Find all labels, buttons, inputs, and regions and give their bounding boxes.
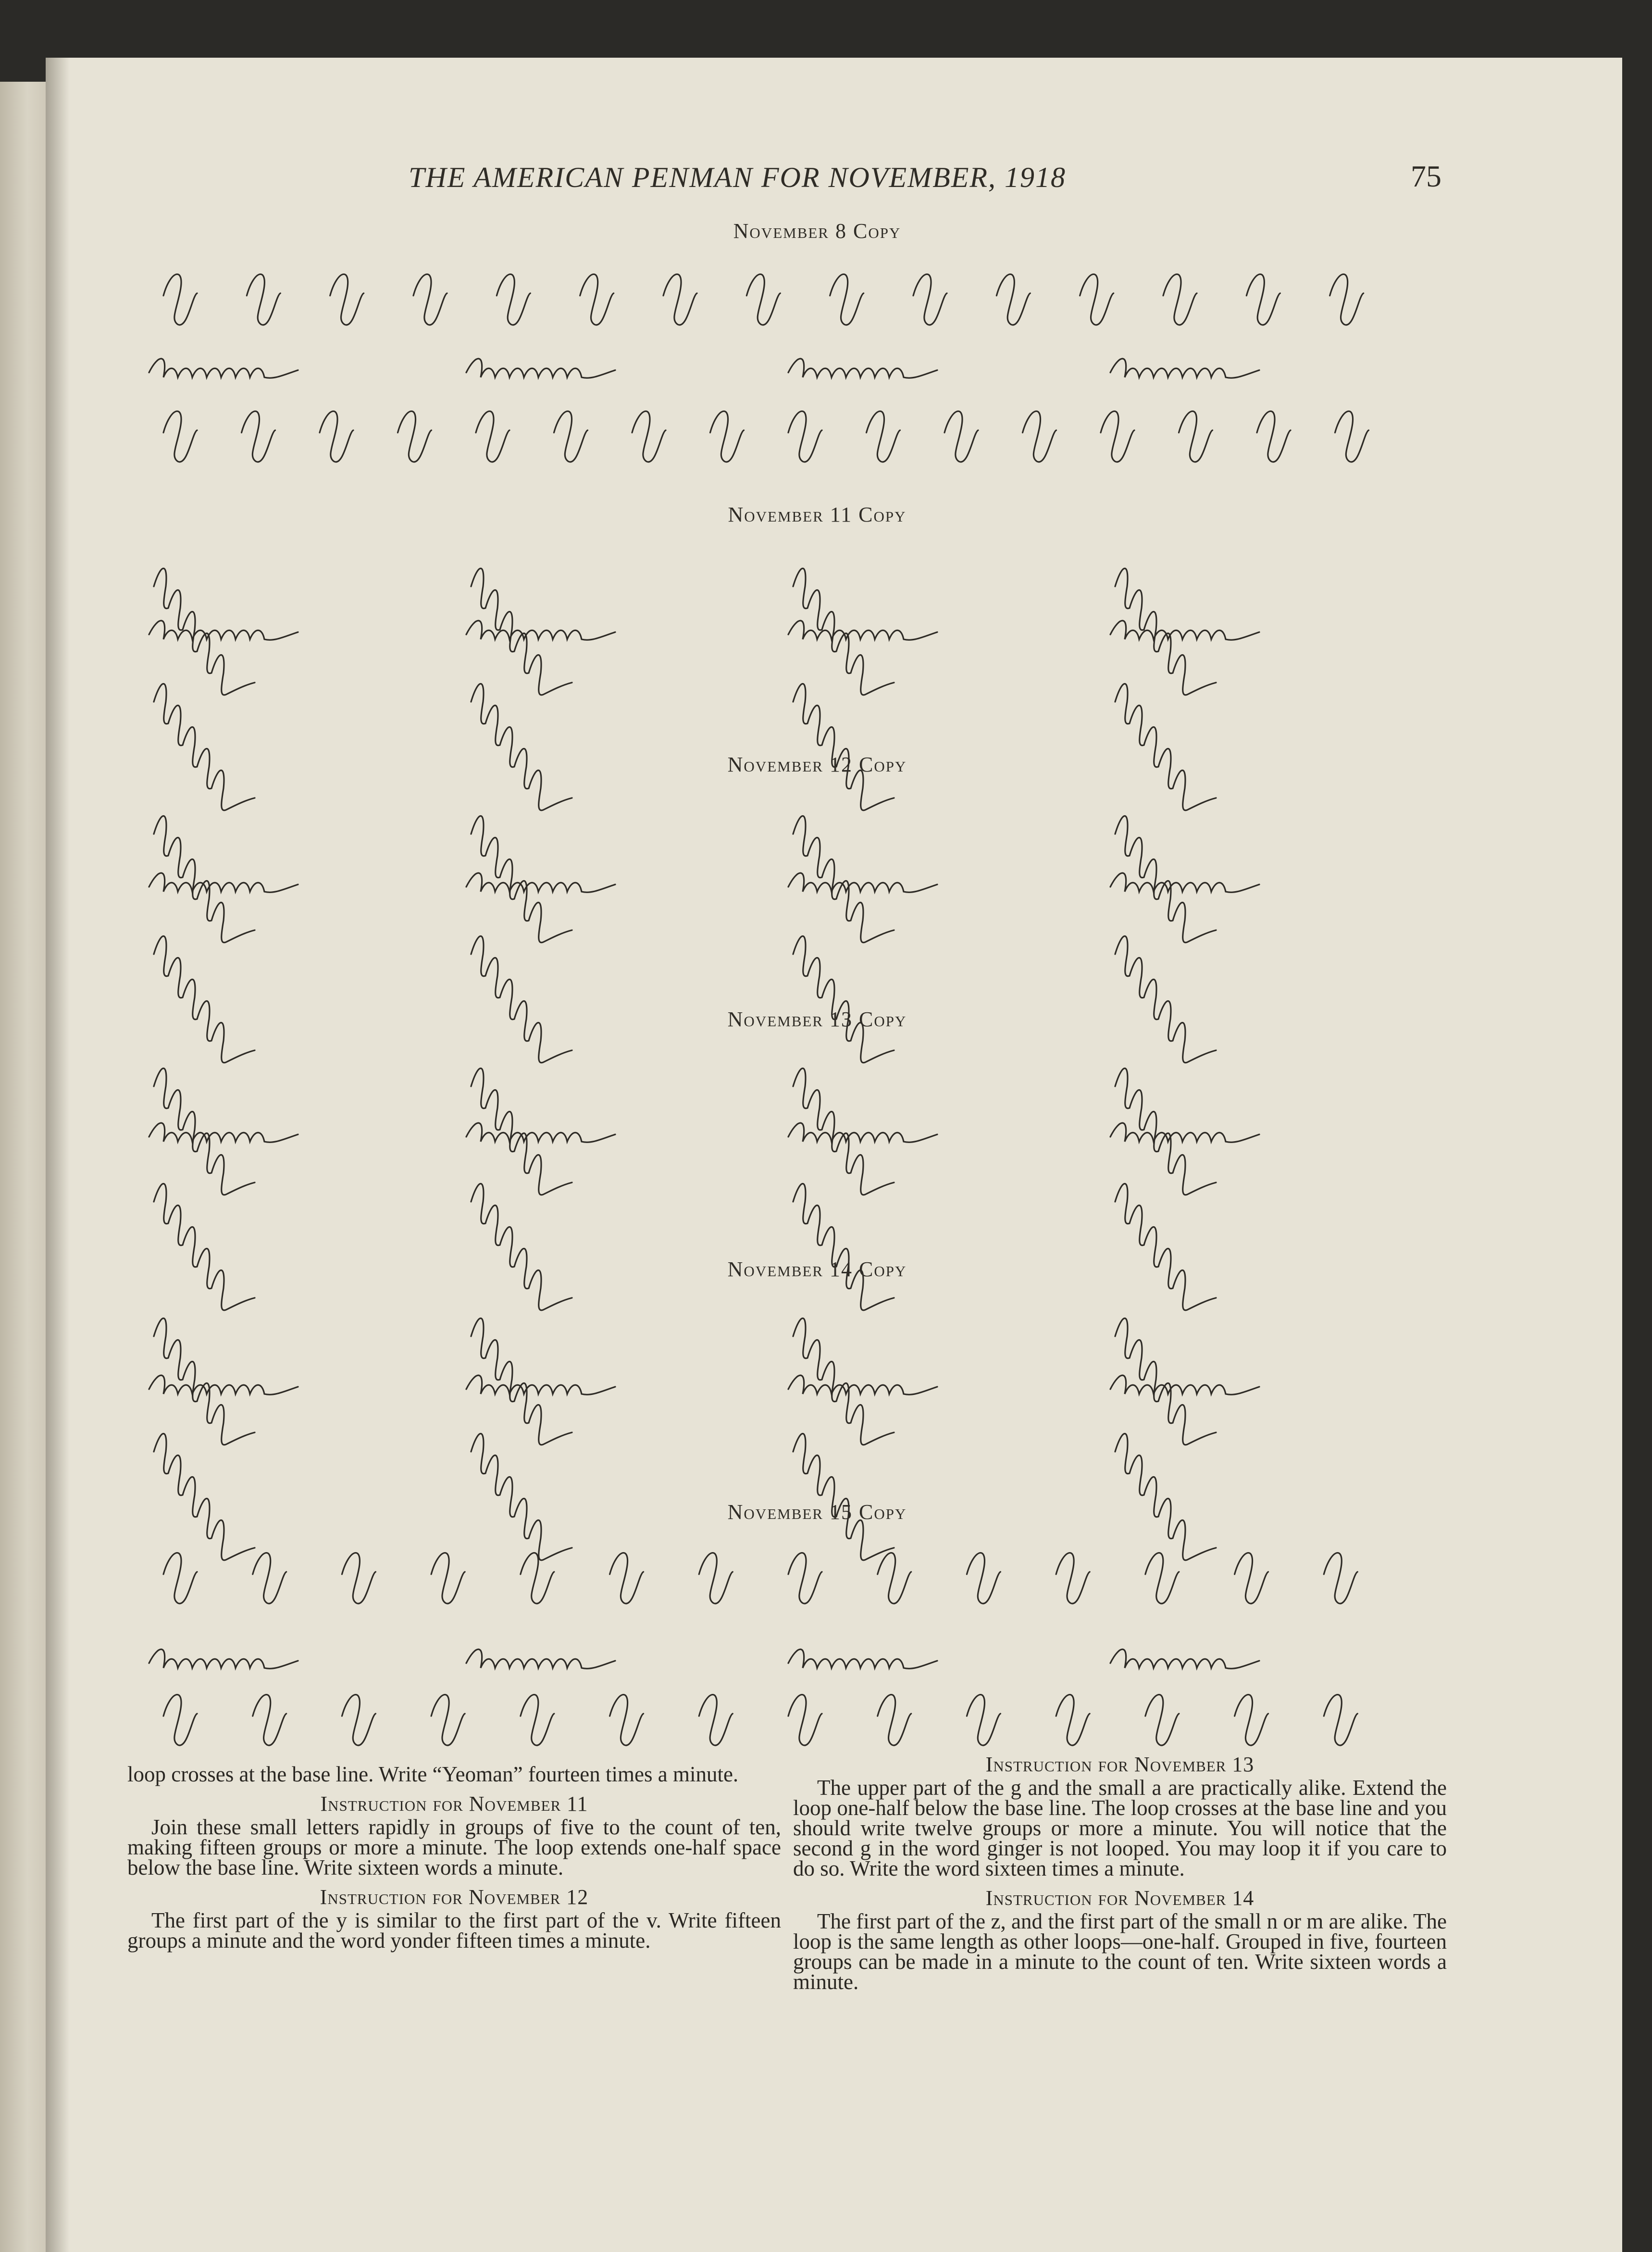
left-column	[127, 1764, 781, 1951]
continuation-paragraph: loop crosses at the base line. Write “Yeoman” fourteen times a minute.	[127, 1762, 739, 1786]
handwriting-nov-12-row-2	[144, 851, 1442, 913]
handwriting-nov-13-row-3	[144, 1163, 1442, 1226]
handwriting-nov-14-row-2	[144, 1353, 1442, 1416]
handwriting-nov-14-row-3	[144, 1413, 1442, 1476]
instruction-body-nov-11: Join these small letters rapidly in groups of five to the count of ten, making fifteen groups or more a minute. The loop extends one-half space below the base line. Write sixteen words a minute.	[127, 1815, 781, 1879]
copy-label-nov-12: November 12 Copy	[727, 753, 907, 776]
copy-label-nov-14: November 14 Copy	[727, 1257, 907, 1281]
copy-label-nov-11: November 11 Copy	[728, 503, 907, 526]
handwriting-nov-11-row-3	[144, 663, 1442, 726]
handwriting-nov-13-row-2	[144, 1101, 1442, 1163]
copy-label-nov-13: November 13 Copy	[727, 1008, 907, 1031]
handwriting-nov-15-row-3	[144, 1682, 1442, 1745]
instruction-heading-nov-11: Instruction for November 11	[320, 1792, 588, 1816]
handwriting-nov-14-row-1	[144, 1298, 1442, 1360]
handwriting-nov-8-row-3	[144, 399, 1442, 461]
facing-page-edge	[0, 82, 46, 2252]
page-number: 75	[1411, 159, 1441, 193]
right-border	[1622, 58, 1652, 2252]
instruction-body-nov-14: The first part of the z, and the first part of the small n or m are alike. The loop is the same length as other loops—one-half. Grouped in five, fourteen groups can be made in a minute to the count of ten. Write sixteen words a minute.	[793, 1909, 1447, 1994]
right-column	[793, 1754, 1447, 1992]
handwriting-nov-15-row-1	[144, 1541, 1442, 1603]
running-header: THE AMERICAN PENMAN FOR NOVEMBER, 1918	[409, 162, 1067, 193]
handwriting-nov-8-row-1	[144, 262, 1442, 324]
handwriting-nov-8-row-2	[144, 336, 1442, 399]
handwriting-nov-12-row-3	[144, 916, 1442, 978]
handwriting-nov-11-row-2	[144, 598, 1442, 661]
instruction-heading-nov-12: Instruction for November 12	[320, 1885, 589, 1909]
instruction-heading-nov-13: Instruction for November 13	[985, 1753, 1255, 1776]
copy-label-nov-8: November 8 Copy	[733, 219, 901, 243]
instruction-heading-nov-14: Instruction for November 14	[985, 1886, 1255, 1910]
handwriting-nov-15-row-2	[144, 1627, 1442, 1690]
instruction-body-nov-13: The upper part of the g and the small a are practically alike. Extend the loop one-half below the base line. The loop crosses at the base line and you should write twelve groups or more a minute. You will notice that the second g in the word ginger is not looped. You may loop it if you care to do so. Write the word sixteen times a minute.	[793, 1776, 1447, 1880]
binding-gutter	[46, 58, 70, 2252]
handwriting-nov-12-row-1	[144, 796, 1442, 858]
copy-label-nov-15: November 15 Copy	[727, 1500, 907, 1524]
instruction-body-nov-12: The first part of the y is similar to the first part of the v. Write fifteen groups a minute and the word yonder fifteen times a minute.	[127, 1908, 781, 1953]
